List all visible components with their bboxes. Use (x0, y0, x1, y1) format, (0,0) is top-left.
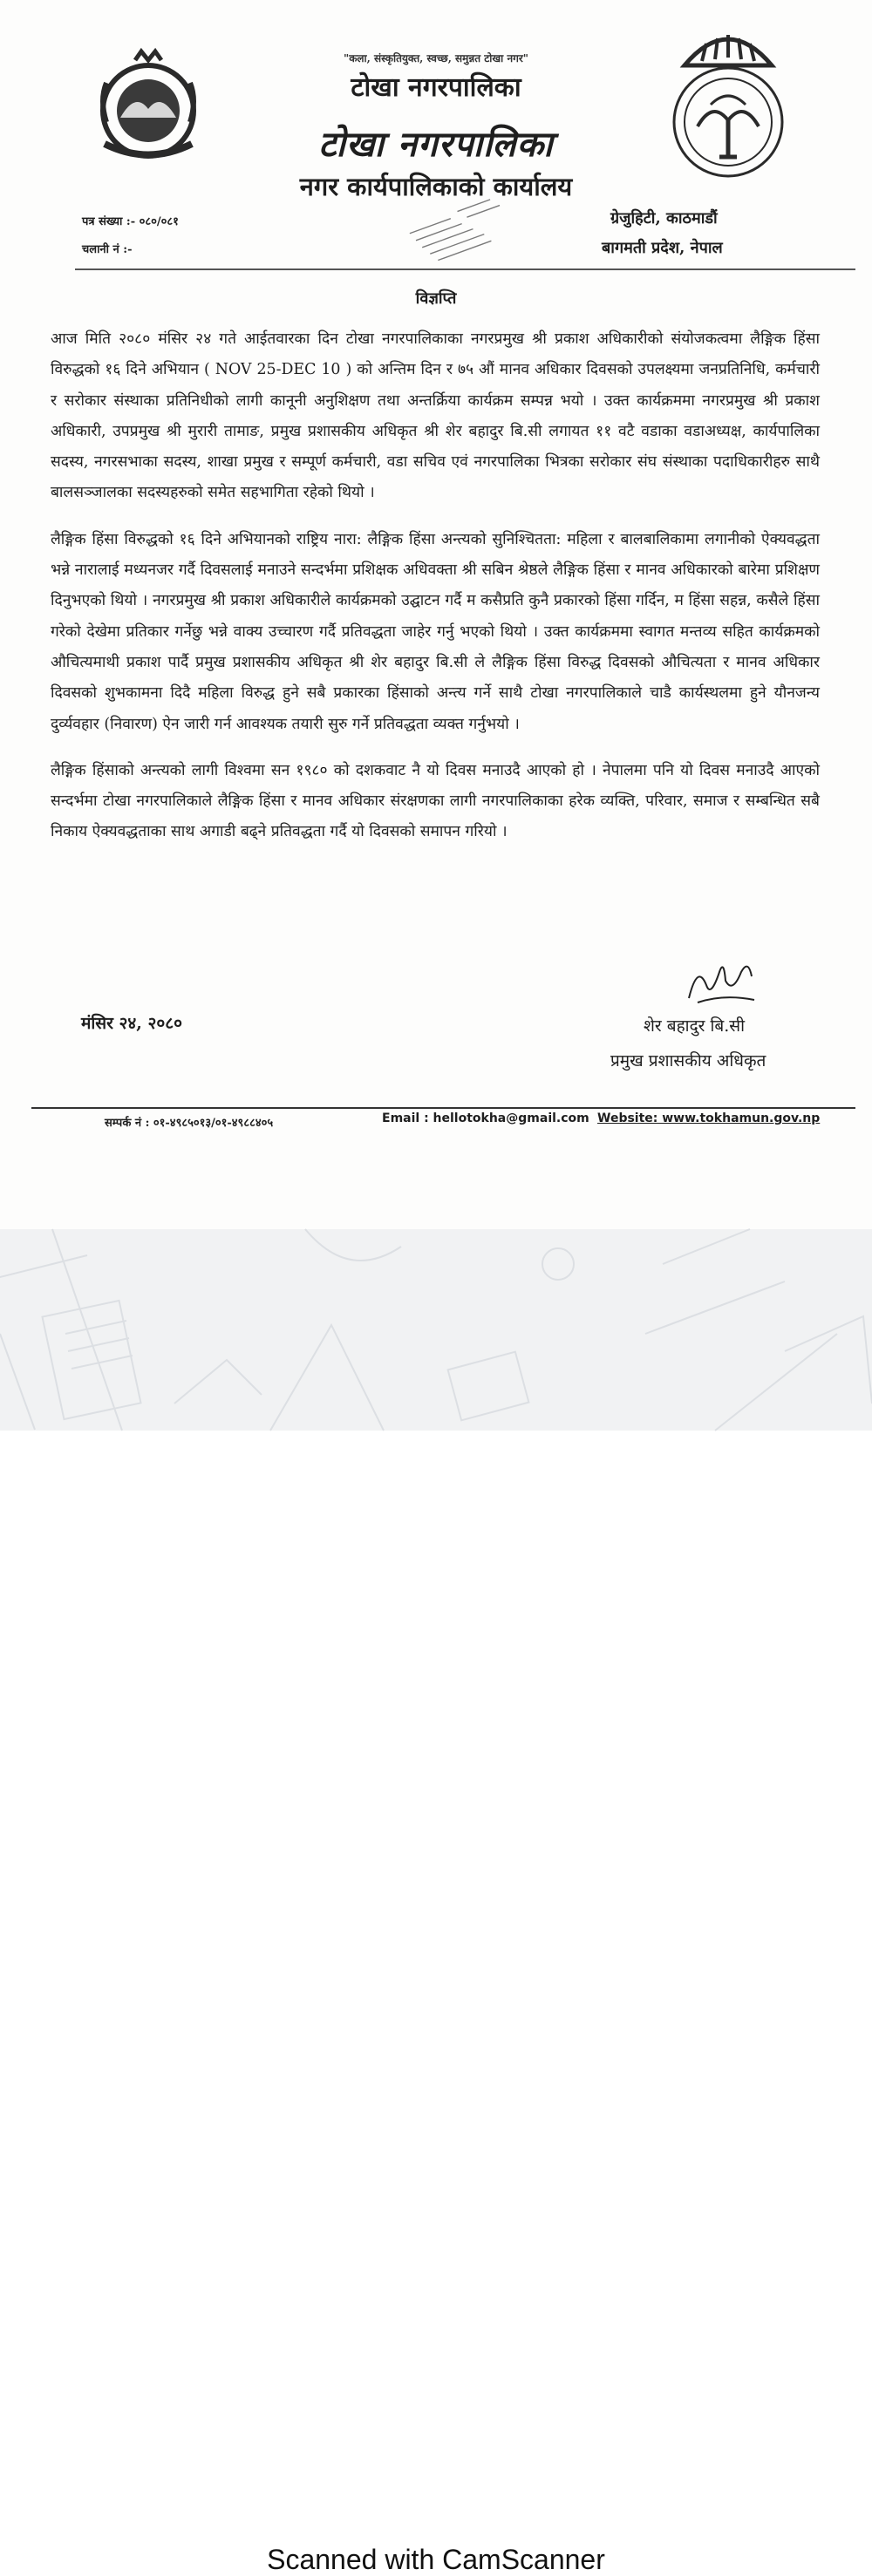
municipality-name: टोखा नगरपालिका (351, 72, 521, 103)
notice-paragraph: आज मिति २०८० मंसिर २४ गते आईतवारका दिन टोखा नगरपालिकाका नगरप्रमुख श्री प्रकाश अधिकारीको संयोजकत्वमा लैङ्गिक हिंसा विरुद्धको १६ दिने अभियान ( NOV 25-DEC 10 ) को अन्तिम दिन र ७५ औं मानव अधिकार दिवसको उपलक्ष्यमा जनप्रतिनिधि, कर्मचारी र सरोकार संस्थाका प्रतिनिधीको लागी कानूनी अनुशिक्षण तथा अन्तर्क्रिया कार्यक्रम सम्पन्न भयो । उक्त कार्यक्रममा नगरप्रमुख श्री प्रकाश अधिकारी, उपप्रमुख श्री मुरारी तामाङ, प्रमुख प्रशासकीय अधिकृत श्री शेर बहादुर बि.सी लगायत ११ वटै वडाका वडाअध्यक्ष, कार्यपालिका सदस्य, नगरसभाका सदस्य, शाखा प्रमुख र सम्पूर्ण कर्मचारी, वडा सचिव एवं नगरपालिका भित्रका सरोकार संघ संस्थाका पदाधिकारीहरु साथै बालसञ्जालका सदस्यहरुको समेत सहभागिता रहेको थियो । (51, 330, 820, 502)
municipality-seal-logo (658, 17, 798, 183)
nepal-emblem-logo (87, 48, 209, 170)
reference-number: पत्र संख्या :- ०८०/०८१ (82, 215, 179, 228)
letter-page (0, 0, 872, 1229)
signatory-title: प्रमुख प्रशासकीय अधिकृत (610, 1051, 766, 1071)
handwritten-signature (671, 946, 767, 1016)
notice-body (51, 324, 820, 864)
signatory-name: शेर बहादुर बि.सी (644, 1016, 746, 1036)
camscanner-watermark: Scanned with CamScanner (267, 2544, 605, 2575)
footer-pattern (0, 1229, 872, 1431)
notice-paragraph: लैङ्गिक हिंसाको अन्त्यको लागी विश्वमा सन १९८० को दशकवाट नै यो दिवस मनाउदै आएको हो । नेपालमा पनि यो दिवस मनाउदै आएको सन्दर्भमा टोखा नगरपालिकाले लैङ्गिक हिंसा र मानव अधिकार संरक्षणका लागी नगरपालिकाका हरेक व्यक्ति, परिवार, समाज र सम्बन्धित सबै निकाय ऐक्यवद्धताका साथ अगाडी बढ्ने प्रतिवद्धता गर्दै यो दिवसको समापन गरियो । (51, 761, 820, 841)
dispatch-number: चलानी नं :- (82, 243, 133, 256)
camscanner-footer (0, 1229, 872, 2575)
notice-paragraph: लैङ्गिक हिंसा विरुद्धको १६ दिने अभियानको राष्ट्रिय नारा: लैङ्गिक हिंसा अन्त्यको सुनिश्चितता: महिला र बालबालिकामा लगानीको ऐक्यवद्धता भन्ने नारालाई मध्यनजर गर्दै दिवसलाई मनाउने सन्दर्भमा प्रशिक्षक अधिवक्ता श्री सबिन श्रेष्ठले लैङ्गिक हिंसा र मानव अधिकारको बारेमा प्रशिक्षण दिनुभएको थियो । नगरप्रमुख श्री प्रकाश अधिकारीले कार्यक्रमको उद्घाटन गर्दै म कसैप्रति कुनै प्रकारको हिंसा गर्दिन, म हिंसा सहन्न, कसैले हिंसा गरेको देखेमा प्रतिकार गर्नेछु भन्ने वाक्य उच्चारण गर्दै प्रतिवद्धता जाहेर गर्नु भएको थियो । उक्त कार्यक्रममा स्वागत मन्तव्य सहित कार्यक्रमको औचित्यमाथी प्रकाश पार्दै प्रमुख प्रशासकीय अधिकृत श्री शेर बहादुर बि.सी ले लैङ्गिक हिंसा विरुद्ध दिवसको औचित्यता र मानव अधिकार दिवसको शुभकामना दिदै महिला विरुद्ध हुने सबै प्रकारका हिंसाको अन्त्य गर्ने साथै टोखा नगरपालिकाले चाडै कार्यस्थलमा हुने यौनजन्य दुर्व्यवहार (निवारण) ऐन जारी गर्न आवश्यक तयारी सुरु गर्ने प्रतिवद्धता व्यक्त गर्नुभयो । (51, 530, 820, 733)
header-divider (75, 268, 855, 270)
address-line-1: ग्रेजुहिटी, काठमाडौं (610, 209, 718, 228)
footer-divider (31, 1107, 855, 1109)
website-link[interactable]: Website: www.tokhamun.gov.np (597, 1111, 821, 1125)
contact-numbers: सम्पर्क नं : ०१-४९८५०१३/०१-४९८८४०५ (105, 1117, 274, 1130)
address-line-2: बागमती प्रदेश, नेपाल (602, 239, 723, 257)
office-stamp (403, 199, 516, 262)
office-name: नगर कार्यपालिकाको कार्यालय (299, 172, 573, 201)
motto: "कला, संस्कृतियुक्त, स्वच्छ, समुन्नत टोखा नगर" (343, 52, 529, 65)
notice-date: मंसिर २४, २०८० (81, 1014, 183, 1033)
notice-title: विज्ञप्ति (415, 289, 457, 308)
municipality-name-stylized: टोखा नगरपालिका (318, 124, 554, 165)
email-address: Email : hellotokha@gmail.com (382, 1111, 589, 1125)
